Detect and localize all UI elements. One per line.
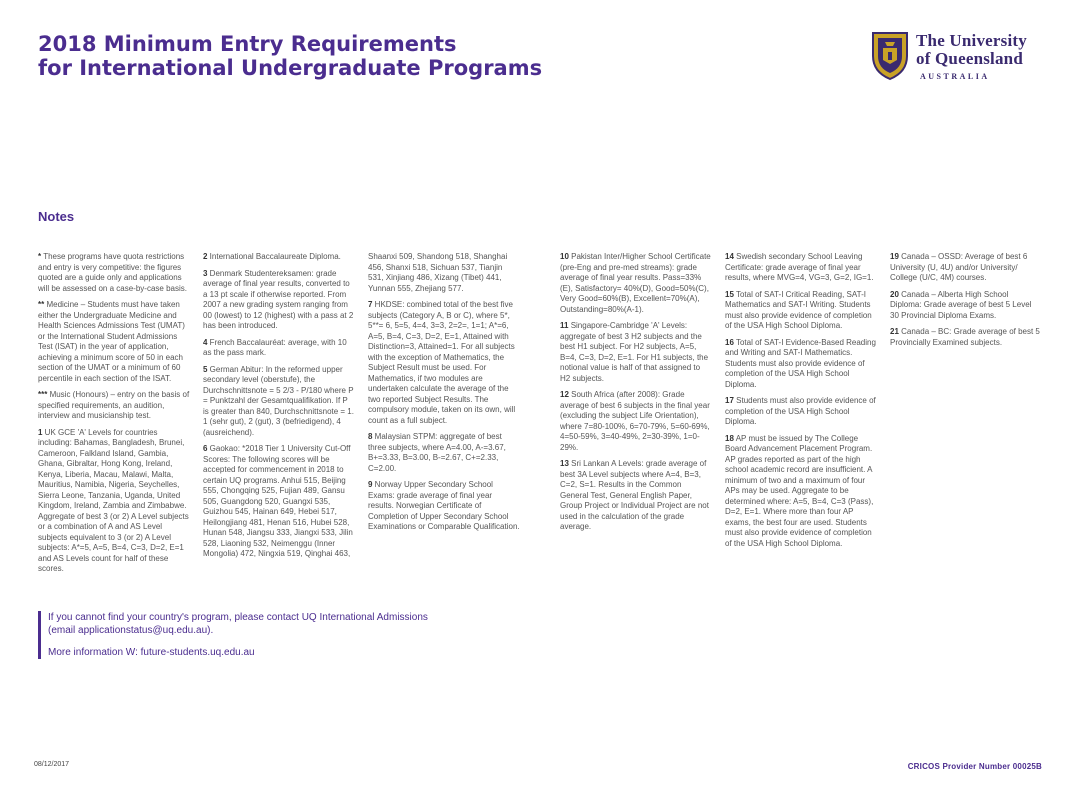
note-text: South Africa (after 2008): Grade average of best 6 subjects in the final year (excluding the subject Life Orientation), where 7=80-100%, 6=70-79%, 5=60-69%, 4=50-59%, 3=40-49%, 2=30-39%, 1=0-29%. (560, 390, 710, 452)
notes-column-2 (203, 252, 355, 566)
note-number: * (38, 252, 42, 261)
note-item (203, 365, 355, 439)
title-line-2: for International Undergraduate Programs (38, 56, 543, 80)
title-line-1: 2018 Minimum Entry Requirements (38, 32, 457, 56)
note-number: 17 (725, 396, 734, 405)
note-text: Total of SAT-I Critical Reading, SAT-I Mathematics and SAT-I Writing. Students must also provide evidence of completion of the USA High School Diploma. (725, 289, 872, 330)
note-number: 11 (560, 321, 569, 330)
note-text: Pakistan Inter/Higher School Certificate (pre-Eng and pre-med streams): grade average of final year results. Pass=33%(E), Satisfactory= 40%(D), Good=50%(C), Very Good=60%(B), Excellent=70%(A), Outstanding=80%(A-1). (560, 252, 711, 314)
note-item (725, 290, 877, 332)
note-text: Canada – Alberta High School Diploma: Grade average of best 5 Level 30 Provincial Diploma Exams. (890, 289, 1032, 320)
note-item (203, 444, 355, 560)
crest-icon (870, 30, 910, 82)
note-number: 2 (203, 252, 208, 261)
note-item (203, 252, 355, 263)
note-text: Swedish secondary School Leaving Certificate: grade average of final year results, where MVG=4, VG=3, G=2, IG=1. (725, 252, 874, 282)
note-number: 10 (560, 252, 569, 261)
note-text: Canada – OSSD: Average of best 6 University (U, 4U) and/or University/ College (U/C, 4M) courses. (890, 252, 1028, 282)
notes-column-5 (725, 252, 877, 555)
note-item (38, 428, 190, 575)
note-number: 20 (890, 289, 899, 299)
note-number: 13 (560, 459, 569, 468)
note-text: Gaokao: *2018 Tier 1 University Cut-Off Scores: The following scores will be accepted for commencement in 2018 to certain UQ programs. Anhui 515, Beijing 555, Chongqing 525, Fujian 489, Gansu 505, Guangdong 520, Guangxi 535, Guizhou 545, Hainan 649, Hebei 517, Heilongjiang 481, Henan 516, Hubei 528, Hunan 548, Jiangsu 333, Jiangxi 533, Jilin 528, Liaoning 532, Neimenggu (Inner Mongolia) 472, Ningxia 519, Qinghai 463, (203, 444, 353, 558)
note-text: French Baccalauréat: average, with 10 as the pass mark. (203, 337, 347, 357)
note-number: 5 (203, 364, 208, 374)
note-item (725, 252, 877, 284)
note-number: 14 (725, 252, 734, 261)
contact-line-2: (email applicationstatus@uq.edu.au). (48, 625, 214, 636)
note-text: International Baccalaureate Diploma. (207, 252, 341, 261)
note-text: UK GCE 'A' Levels for countries including: Bahamas, Bangladesh, Brunei, Cameroon, Falkland Island, Gambia, Ghana, Gibraltar, Hong Kong, Ireland, Kenya, Liberia, Macau, Malawi, Malta, Mauritius, Namibia, Nigeria, Seychelles, Sierra Leone, Tanzania, Uganda, United Kingdom, Ireland, Zambia and Zimbabwe. Aggregate of best 3 (or 2) A Level subjects or a combination of A and AS Level subjects equivalent to 3 (or 2) A Level subjects: A*=5, A=5, B=4, C=3, D=2, E=1 and AS Levels count for half of these scores. (38, 427, 189, 573)
note-item (38, 300, 190, 384)
notes-column-4 (560, 252, 712, 539)
note-text: Sri Lankan A Levels: grade average of best 3A Level subjects where A=4, B=3, C=2, S=1. Results in the Common General Test, General English Paper, Group Project or Individual Project are not used in the calculation of the grade average. (560, 459, 709, 531)
page-title (38, 32, 542, 80)
note-number: 1 (38, 427, 43, 437)
note-item (368, 432, 520, 474)
note-number: 16 (725, 337, 734, 347)
note-item (368, 252, 520, 294)
university-name: The University of Queensland (916, 31, 1027, 68)
note-item (368, 480, 520, 533)
contact-callout (38, 611, 528, 659)
note-text: Total of SAT-I Evidence-Based Reading and Writing and SAT-I Mathematics. Students must also provide evidence of completion of the USA High School Diploma. (725, 337, 876, 389)
note-item (368, 300, 520, 426)
note-item (725, 338, 877, 391)
notes-column-1 (38, 252, 190, 581)
note-text: Music (Honours) – entry on the basis of specified requirements, an audition, interview and musicianship test. (38, 390, 190, 420)
more-info-link[interactable]: More information W: future-students.uq.edu.au (48, 647, 255, 658)
note-number: *** (38, 390, 48, 399)
notes-columns (38, 252, 1048, 597)
note-number: 9 (368, 480, 373, 489)
note-item (725, 396, 877, 428)
note-item (560, 252, 712, 315)
contact-line-1: If you cannot find your country's program, please contact UQ International Admissions (48, 612, 428, 623)
note-item (203, 269, 355, 332)
notes-column-3 (368, 252, 520, 539)
note-text: Singapore-Cambridge 'A' Levels: aggregate of best 3 H2 subjects and the best H1 subject. For H2 subjects, A=5, B=4, C=3, D=2, E=1. For H1 subjects, the notional value is half of that assigned to H2 subjects. (560, 321, 709, 383)
note-item (38, 252, 190, 294)
note-text: Shaanxi 509, Shandong 518, Shanghai 456, Shanxi 518, Sichuan 537, Tianjin 531, Xinjiang 486, Xizang (Tibet) 441, Yunnan 555, Zhejiang 577. (368, 252, 508, 293)
note-number: 15 (725, 289, 734, 299)
note-number: 4 (203, 337, 208, 347)
university-country: AUSTRALIA (920, 72, 990, 81)
note-number: 21 (890, 327, 899, 336)
note-item (38, 390, 190, 422)
note-number: 3 (203, 268, 208, 278)
note-text: Students must also provide evidence of completion of the USA High School Diploma. (725, 396, 876, 426)
note-number: ** (38, 300, 45, 309)
note-number: 18 (725, 433, 734, 443)
print-date: 08/12/2017 (34, 761, 70, 768)
note-number: 8 (368, 432, 373, 441)
note-text: Canada – BC: Grade average of best 5 Provincially Examined subjects. (890, 327, 1040, 347)
note-text: Malaysian STPM: aggregate of best three subjects, where A=4.00, A-=3.67, B+=3.33, B=3.00, B-=2.67, C+=2.33, C=2.00. (368, 432, 506, 473)
note-item (203, 338, 355, 359)
note-number: 19 (890, 252, 899, 261)
note-item (560, 321, 712, 384)
note-text: These programs have quota restrictions and entry is very competitive: the figures quoted are a guide only and applications will be assessed on a case-by-case basis. (38, 252, 187, 293)
note-text: Norway Upper Secondary School Exams: grade average of final year results. Norwegian Certificate of Completion of Upper Secondary School Examinations or Comparable Qualification. (368, 480, 520, 531)
note-number: 6 (203, 444, 208, 453)
note-text: German Abitur: In the reformed upper secondary level (oberstufe), the Durchschnittsnote = 5 2/3 - P/180 where P = Punktzahl der Gesamtqualifikation. If P is greater than 840, Durchschnittsnote = 1. 1 (sehr gut), 2 (gut), 3 (befriedigend), 4 (ausreichend). (203, 364, 354, 437)
notes-heading: Notes (38, 209, 75, 224)
note-text: HKDSE: combined total of the best five subjects (Category A, B or C), where 5*, 5**= 6, 5=5, 4=4, 3=3, 2=2=, 1=1; A*=6, A=5, B=4, C=3, D=2, E=1, Attained with Distinction=3, Attained=1. For all subjects with the exception of Mathematics, the Subject Result must be used. For Mathematics, if two modules are undertaken calculate the average of the two reported Subject Results. The compulsory module, taken on its own, will count as a full subject. (368, 300, 516, 425)
note-text: Medicine – Students must have taken either the Undergraduate Medicine and Health Sciences Admissions Test (UMAT) or the International Student Admissions Test (ISAT) in the year of application, achieving a minimum score of 50 in each section of the UMAT or a minimum of 60 percentile in each section of the ISAT. (38, 300, 185, 383)
notes-column-6 (890, 252, 1042, 354)
university-logo (870, 30, 1050, 86)
note-item (890, 327, 1042, 348)
note-item (890, 290, 1042, 322)
note-text: AP must be issued by The College Board Advancement Placement Program. AP grades reported as part of the high school academic record are insufficient. A minimum of two and a maximum of four APs may be used. Aggregate to be determined where: A=5, B=4, C=3 (Pass), D=2, E=1. Where more than four AP exams, the best four are used. Students must also provide evidence of completion of the USA High School Diploma. (725, 433, 874, 548)
note-number: 7 (368, 300, 373, 309)
note-text: Denmark Studentereksamen: grade average of final year results, converted to a 13 pt scale if otherwise reported. From 2007 a new grading system ranging from 00 (lowest) to 12 (highest) with a pass at 2 has been introduced. (203, 268, 354, 330)
note-item (725, 434, 877, 550)
note-item (890, 252, 1042, 284)
cricos-number: CRICOS Provider Number 00025B (907, 762, 1042, 771)
note-number: 12 (560, 390, 569, 399)
note-item (560, 459, 712, 533)
note-item (560, 390, 712, 453)
